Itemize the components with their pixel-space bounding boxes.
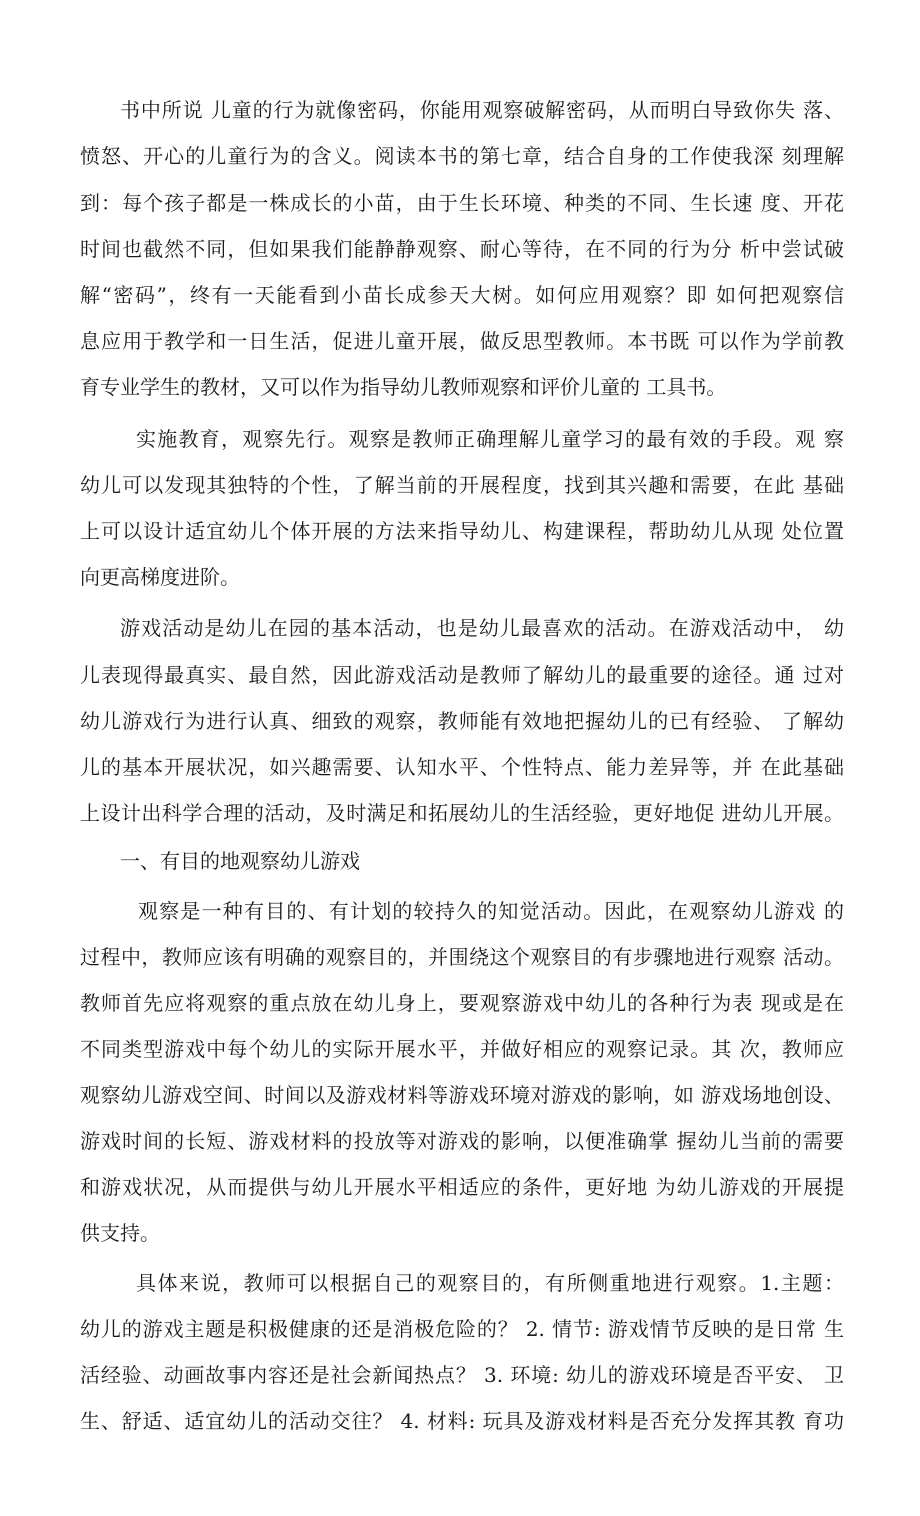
text-line: 过程中，教师应该有明确的观察目的，并围绕这个观察目的有步骤地进行观察 活动。 xyxy=(80,945,844,969)
text-line: 不同类型游戏中每个幼儿的实际开展水平，并做好相应的观察记录。其 次，教师应 xyxy=(80,1037,844,1061)
text-line: 向更高梯度进阶。 xyxy=(80,565,240,589)
text-line: 愤怒、开心的儿童行为的含义。阅读本书的第七章，结合自身的工作使我深 刻理解 xyxy=(80,144,844,168)
text-line: 观察幼儿游戏空间、时间以及游戏材料等游戏环境对游戏的影响，如 游戏场地创设、 xyxy=(80,1083,844,1107)
text-line: 上设计出科学合理的活动，及时满足和拓展幼儿的生活经验，更好地促 进幼儿开展。 xyxy=(80,801,844,825)
text-line: 供支持。 xyxy=(80,1221,160,1245)
text-line: 时间也截然不同，但如果我们能静静观察、耐心等待，在不同的行为分 析中尝试破 xyxy=(80,237,844,261)
text-line: 观察是一种有目的、有计划的较持久的知觉活动。因此，在观察幼儿游戏 的 xyxy=(138,899,844,923)
text-line: 到：每个孩子都是一株成长的小苗，由于生长环境、种类的不同、生长速 度、开花 xyxy=(80,191,844,215)
text-line: 教师首先应将观察的重点放在幼儿身上，要观察游戏中幼儿的各种行为表 现或是在 xyxy=(80,991,844,1015)
text-line: 幼儿的游戏主题是积极健康的还是消极危险的？ 2. 情节: 游戏情节反映的是日常 生 xyxy=(80,1317,844,1341)
text-line: 育专业学生的教材，又可以作为指导幼儿教师观察和评价儿童的 工具书。 xyxy=(80,375,727,399)
text-line: 幼儿游戏行为进行认真、细致的观察，教师能有效地把握幼儿的已有经验、 了解幼 xyxy=(80,709,844,733)
text-line: 息应用于教学和一日生活，促进儿童开展，做反思型教师。本书既 可以作为学前教 xyxy=(80,329,844,353)
text-line: 幼儿可以发现其独特的个性，了解当前的开展程度，找到其兴趣和需要，在此 基础 xyxy=(80,473,844,497)
text-line: 具体来说，教师可以根据自己的观察目的，有所侧重地进行观察。1.主题： xyxy=(136,1271,844,1295)
text-line: 游戏时间的长短、游戏材料的投放等对游戏的影响，以便准确掌 握幼儿当前的需要 xyxy=(80,1129,844,1153)
text-line: 书中所说 儿童的行为就像密码，你能用观察破解密码，从而明白导致你失 落、 xyxy=(120,98,844,122)
text-line: 儿表现得最真实、最自然，因此游戏活动是教师了解幼儿的最重要的途径。通 过对 xyxy=(80,663,844,687)
text-line: 和游戏状况，从而提供与幼儿开展水平相适应的条件，更好地 为幼儿游戏的开展提 xyxy=(80,1175,844,1199)
text-line: 儿的基本开展状况，如兴趣需要、认知水平、个性特点、能力差异等，并 在此基础 xyxy=(80,755,844,779)
text-line: 实施教育，观察先行。观察是教师正确理解儿童学习的最有效的手段。观 察 xyxy=(136,427,844,451)
text-line: 活经验、动画故事内容还是社会新闻热点？ 3. 环境: 幼儿的游戏环境是否平安、 卫 xyxy=(80,1363,844,1387)
text-line: 生、舒适、适宜幼儿的活动交往？ 4. 材料: 玩具及游戏材料是否充分发挥其教 育功 xyxy=(80,1409,844,1433)
text-line: 游戏活动是幼儿在园的基本活动，也是幼儿最喜欢的活动。在游戏活动中， 幼 xyxy=(120,616,844,640)
text-line: 解“密码”，终有一天能看到小苗长成参天大树。如何应用观察？即 如何把观察信 xyxy=(80,283,844,307)
text-line: 上可以设计适宜幼儿个体开展的方法来指导幼儿、构建课程，帮助幼儿从现 处位置 xyxy=(80,519,844,543)
section-heading: 一、有目的地观察幼儿游戏 xyxy=(120,849,360,873)
